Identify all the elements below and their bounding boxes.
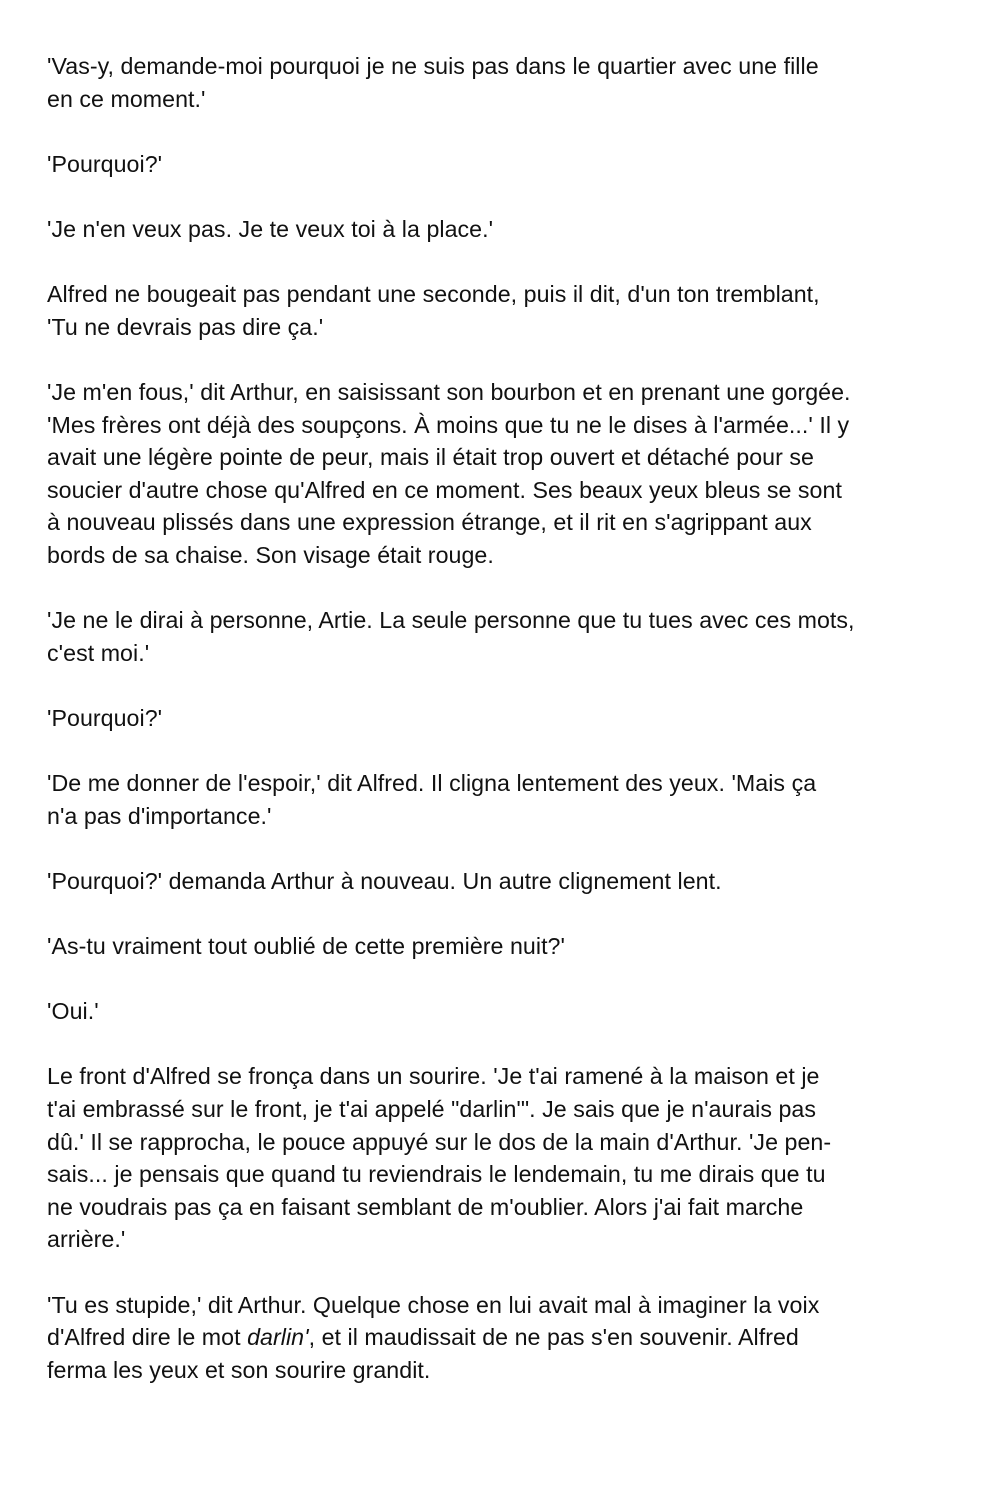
text-segment: 'Tu es stupide,' dit Arthur. Quelque chose en lui avait mal à imaginer la voix <box>47 1291 820 1318</box>
text-line <box>47 409 967 442</box>
text-line <box>47 50 967 83</box>
text-segment: , et il maudissait de ne pas s'en souvenir. Alfred <box>308 1324 799 1351</box>
text-line <box>47 1126 967 1159</box>
paragraph <box>47 50 967 115</box>
paragraph <box>47 767 967 832</box>
document-page <box>47 50 967 1419</box>
text-segment: dû.' Il se rapprocha, le pouce appuyé sur le dos de la main d'Arthur. 'Je pen- <box>47 1128 832 1155</box>
text-line <box>47 1093 967 1126</box>
text-line <box>47 702 967 735</box>
text-line <box>47 1060 967 1093</box>
text-line <box>47 865 967 898</box>
text-line <box>47 311 967 344</box>
text-line <box>47 930 967 963</box>
text-line <box>47 604 967 637</box>
text-line <box>47 767 967 800</box>
text-line <box>47 637 967 670</box>
text-segment: t'ai embrassé sur le front, je t'ai appelé "darlin'". Je sais que je n'aurais pas <box>47 1096 817 1122</box>
text-segment: à nouveau plissés dans une expression étrange, et il rit en s'agrippant aux <box>47 509 812 536</box>
paragraph <box>47 148 967 181</box>
text-segment: 'As-tu vraiment tout oublié de cette première nuit?' <box>47 933 565 960</box>
text-segment: d'Alfred dire le mot <box>47 1324 248 1351</box>
italic-text-segment: darlin' <box>247 1324 309 1351</box>
text-line <box>47 1321 967 1354</box>
paragraph <box>47 702 967 735</box>
text-segment: bords de sa chaise. Son visage était rouge. <box>47 541 494 568</box>
text-segment: sais... je pensais que quand tu reviendrais le lendemain, tu me dirais que tu <box>47 1161 826 1188</box>
text-line <box>47 83 967 116</box>
paragraph <box>47 213 967 246</box>
text-line <box>47 278 967 311</box>
text-segment: avait une légère pointe de peur, mais il était trop ouvert et détaché pour se <box>47 444 814 471</box>
text-line <box>47 1354 967 1387</box>
text-segment: c'est moi.' <box>47 639 150 666</box>
text-line <box>47 1289 967 1322</box>
text-line <box>47 995 967 1028</box>
paragraph <box>47 376 967 572</box>
text-line <box>47 1223 967 1256</box>
text-line <box>47 148 967 181</box>
text-segment: 'Mes frères ont déjà des soupçons. À moins que tu ne le dises à l'armée...' Il y <box>47 411 850 438</box>
text-segment: 'Pourquoi?' <box>47 704 163 731</box>
text-segment: 'Tu ne devrais pas dire ça.' <box>47 313 324 340</box>
text-segment: 'Pourquoi?' <box>47 150 163 177</box>
text-segment: ferma les yeux et son sourire grandit. <box>47 1356 431 1383</box>
text-segment: soucier d'autre chose qu'Alfred en ce moment. Ses beaux yeux bleus se sont <box>47 476 842 503</box>
text-segment: 'Pourquoi?' demanda Arthur à nouveau. Un autre clignement lent. <box>47 867 722 894</box>
text-segment: 'Vas-y, demande-moi pourquoi je ne suis pas dans le quartier avec une fille <box>47 53 819 79</box>
text-segment: 'Je m'en fous,' dit Arthur, en saisissant son bourbon et en prenant une gorgée. <box>47 378 851 405</box>
text-line <box>47 213 967 246</box>
text-line <box>47 506 967 539</box>
text-line <box>47 474 967 507</box>
text-line <box>47 376 967 409</box>
text-segment: arrière.' <box>47 1226 126 1253</box>
text-line <box>47 1191 967 1224</box>
text-segment: en ce moment.' <box>47 85 206 112</box>
paragraph <box>47 865 967 898</box>
paragraph <box>47 1289 967 1387</box>
paragraph <box>47 604 967 669</box>
text-segment: ne voudrais pas ça en faisant semblant de m'oublier. Alors j'ai fait marche <box>47 1193 804 1220</box>
paragraph <box>47 278 967 343</box>
text-segment: Alfred ne bougeait pas pendant une seconde, puis il dit, d'un ton tremblant, <box>47 281 820 308</box>
text-segment: 'Oui.' <box>47 998 99 1025</box>
paragraph <box>47 1060 967 1256</box>
text-segment: 'Je ne le dirai à personne, Artie. La seule personne que tu tues avec ces mots, <box>47 607 855 634</box>
text-line <box>47 800 967 833</box>
text-segment: 'Je n'en veux pas. Je te veux toi à la place.' <box>47 215 494 242</box>
text-segment: Le front d'Alfred se fronça dans un sourire. 'Je t'ai ramené à la maison et je <box>47 1063 820 1090</box>
text-line <box>47 441 967 474</box>
text-line <box>47 539 967 572</box>
text-line <box>47 1158 967 1191</box>
paragraph <box>47 995 967 1028</box>
paragraph <box>47 930 967 963</box>
text-segment: n'a pas d'importance.' <box>47 802 272 829</box>
text-segment: 'De me donner de l'espoir,' dit Alfred. Il cligna lentement des yeux. 'Mais ça <box>47 770 817 797</box>
